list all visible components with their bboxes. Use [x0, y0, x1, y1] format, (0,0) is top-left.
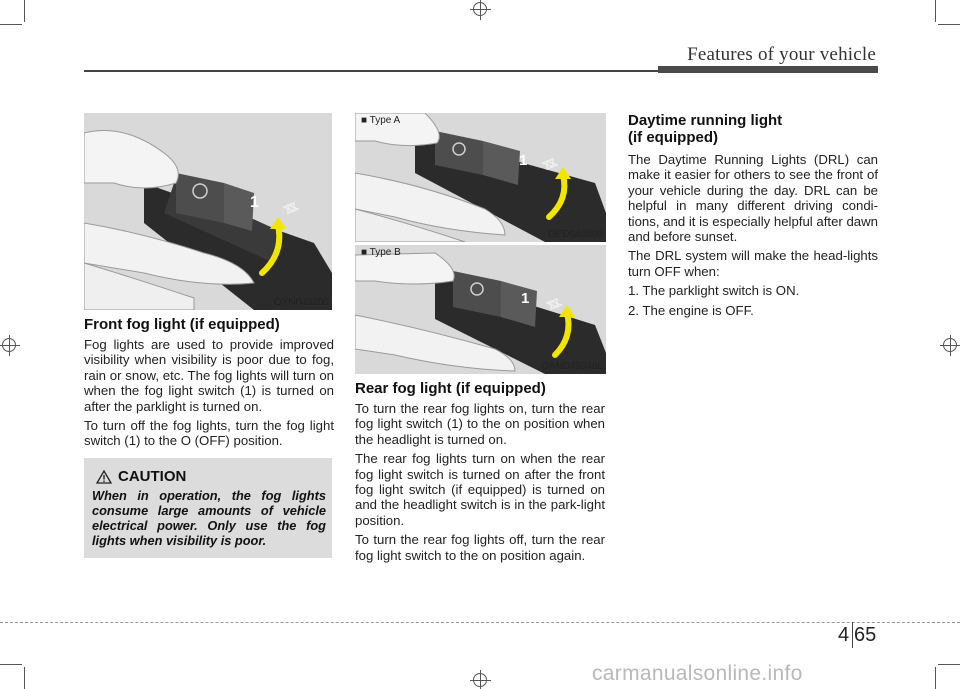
drl-paragraph: The Daytime Running Lights (DRL) can make it easier for others to see the front of your vehicle during the day. DRL can be helpful in many different driving condi-tions, and it is especially helpful after dawn and before sunset. [628, 152, 878, 245]
drl-section [628, 112, 878, 318]
drl-heading-line: (if equipped) [628, 129, 718, 146]
warning-triangle-icon [96, 470, 112, 484]
switch-number-label: 1 [519, 152, 528, 169]
chapter-number: 4 [838, 624, 850, 646]
switch-number-label: 1 [250, 194, 259, 211]
header-tab-bar [658, 66, 878, 73]
front-fog-heading: Front fog light (if equipped) [84, 316, 280, 333]
front-fog-paragraph: To turn off the fog lights, turn the fog light switch (1) to the O (OFF) position. [84, 418, 334, 449]
front-fog-figure [84, 113, 332, 310]
crop-mark [24, 667, 25, 689]
section-title: Features of your vehicle [687, 44, 876, 65]
drl-list-item: 1. The parklight switch is ON. [628, 283, 800, 299]
crop-mark [935, 0, 936, 22]
crop-mark [935, 667, 936, 689]
figure-code: OAM049046L [541, 361, 603, 372]
drl-list-item: 2. The engine is OFF. [628, 302, 754, 318]
page-number: 65 [854, 624, 877, 646]
crop-mark [24, 0, 25, 22]
rear-fog-paragraph: To turn the rear fog lights off, turn the rear fog light switch to the on position again. [355, 532, 605, 563]
caution-header [96, 468, 186, 485]
caution-box [84, 458, 332, 558]
crop-mark [938, 664, 960, 665]
front-fog-section [84, 316, 334, 449]
caution-title: CAUTION [118, 468, 187, 485]
light-switch-illustration-type-a [355, 113, 606, 242]
figure-type-label: ■ Type A [361, 115, 401, 126]
figure-type-label: ■ Type B [361, 247, 401, 258]
drl-heading [628, 112, 878, 146]
footer-dashed-rule [0, 622, 960, 623]
light-switch-illustration [84, 113, 332, 310]
type-a-figure [355, 113, 606, 242]
crop-mark [0, 664, 22, 665]
drl-heading-line: Daytime running light [628, 112, 783, 129]
light-switch-illustration-type-b [355, 245, 606, 374]
rear-fog-heading: Rear fog light (if equipped) [355, 380, 546, 397]
figure-code: OED040806 [547, 229, 603, 240]
front-fog-paragraph: Fog lights are used to provide improved visibility when visibility is poor due to fog, rain or snow, etc. The fog lights will turn on when the fog light switch (1) is turned on after the parklight is turned on. [84, 337, 334, 414]
page-number-divider [852, 622, 853, 648]
type-b-figure [355, 245, 606, 374]
crop-mark [0, 24, 22, 25]
rear-fog-paragraph: The rear fog lights turn on when the rear fog light switch is turned on after the front fog light switch (if equipped) is turned on and the headlight switch is in the park-light position. [355, 451, 605, 528]
watermark-text: carmanualsonline.info [592, 662, 803, 685]
switch-number-label: 1 [521, 290, 530, 307]
crop-mark [938, 24, 960, 25]
caution-text: When in operation, the fog lights consume large amounts of vehicle electrical power. Only use the fog lights when visibility is poor. [92, 488, 326, 548]
rear-fog-section [355, 380, 605, 563]
rear-fog-paragraph: To turn the rear fog lights on, turn the rear fog light switch (1) to the on position when the headlight is turned on. [355, 401, 605, 447]
figure-code: OYN049200 [273, 297, 329, 308]
drl-paragraph: The DRL system will make the head-lights turn OFF when: [628, 248, 878, 279]
